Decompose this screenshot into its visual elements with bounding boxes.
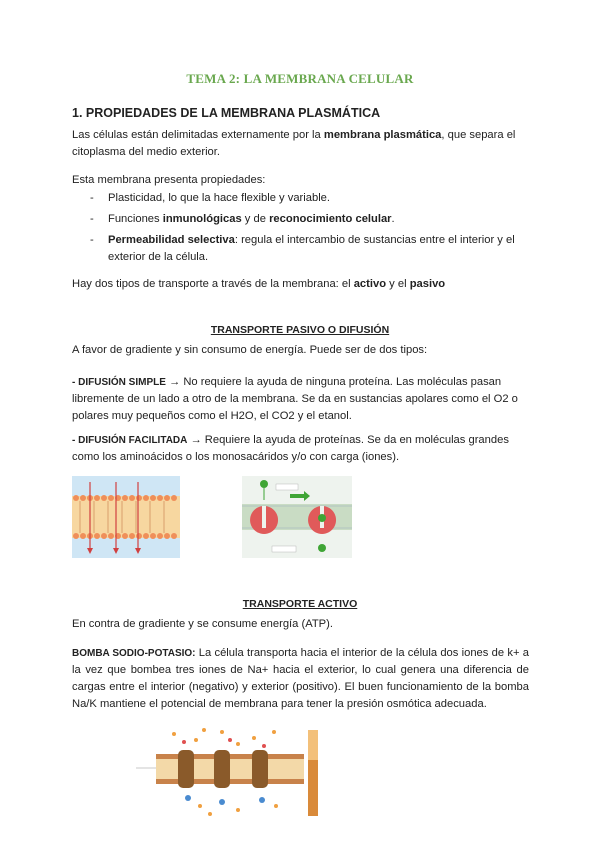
intro-paragraph: Las células están delimitadas externamente por la membrana plasmática, que separa el citoplasma del medio exterior. bbox=[72, 129, 516, 158]
transport-types-paragraph: Hay dos tipos de transporte a través de la membrana: el activo y el pasivo bbox=[72, 278, 446, 290]
facilitated-diffusion-paragraph: - DIFUSIÓN FACILITADA → Requiere la ayuda de proteínas. Se da en moléculas grandes como los aminoácidos o los monosacáridos y/o con carga (iones). bbox=[72, 434, 509, 463]
bullet-dash: - bbox=[90, 213, 94, 225]
sodium-potassium-pump-figure bbox=[134, 726, 320, 820]
bullet-dash: - bbox=[90, 234, 94, 246]
bullet-dash: - bbox=[90, 192, 94, 204]
simple-diffusion-paragraph: - DIFUSIÓN SIMPLE → No requiere la ayuda de ninguna proteína. Las moléculas pasan libremente de un lado a otro de la membrana. Se da en sustancias apolares como el O2 o polares muy pequeños como el H2O, el CO2 y el etanol. bbox=[72, 376, 518, 422]
simple-diffusion-figure bbox=[72, 476, 180, 558]
facilitated-diffusion-figure bbox=[242, 476, 352, 558]
section-heading-activo: TRANSPORTE ACTIVO bbox=[242, 598, 358, 610]
document-page: TEMA 2: LA MEMBRANA CELULAR 1. PROPIEDADES DE LA MEMBRANA PLASMÁTICA Las células están delimitadas externamente por la membrana plasmática, que separa el citoplasma del medio exterior. Esta membrana presenta propiedades: - Plasticidad, lo que la hace flexible y variable. - Funciones inmunológicas y de reconocimiento celular. - Permeabilidad selectiva: regula el intercambio de sustancias entre el interior y el exterior de la célula. Hay dos tipos de transporte a través de la membrana: el activo y el pasivo TRANSPORTE PASIVO O DIFUSIÓN A favor de gradiente y sin consumo de energía. Puede ser de dos tipos: - DIFUSIÓN SIMPLE → No requiere la ayuda de ninguna proteína. Las moléculas pasan libremente de un lado a otro de la membrana. Se da en sustancias apolares como el O2 o polares muy pequeños como el H2O, el CO2 y el etanol. - DIFUSIÓN FACILITADA → Requiere la ayuda de proteínas. Se da en moléculas grandes como los aminoácidos o los monosacáridos y/o con carga (iones). TRANSPORTE ACTIVO En contra de gradiente y se consume energía (ATP). BOMBA SODIO-POTASIO: La célula transporta hacia el interior de la célula dos iones de k+ a la vez que bombea tres iones de Na+ hacia el exterior, lo cual genera una diferencia de cargas entre el interior (negativo) y exterior (positivo). El buen funcionamiento de la bomba Na/K mantiene el potencial de membrana para tener la presión osmótica adecuada. bbox=[0, 0, 600, 848]
passive-intro: A favor de gradiente y sin consumo de energía. Puede ser de dos tipos: bbox=[72, 344, 428, 356]
active-intro: En contra de gradiente y se consume energía (ATP). bbox=[72, 618, 333, 630]
page-title: TEMA 2: LA MEMBRANA CELULAR bbox=[186, 71, 414, 86]
sodium-potassium-pump-paragraph: BOMBA SODIO-POTASIO: La célula transporta hacia el interior de la célula dos iones de k+ a la vez que bombea tres iones de Na+ hacia el exterior, lo cual genera una diferencia de cargas entre el interior (negativo) y exterior (positivo). El buen funcionamiento de la bomba Na/K mantiene el potencial de membrana para tener la presión osmótica adecuada. bbox=[72, 647, 529, 710]
section-heading-pasivo: TRANSPORTE PASIVO O DIFUSIÓN bbox=[210, 324, 390, 336]
section-heading-propiedades: 1. PROPIEDADES DE LA MEMBRANA PLASMÁTICA bbox=[72, 106, 381, 120]
props-intro: Esta membrana presenta propiedades: bbox=[72, 174, 266, 186]
